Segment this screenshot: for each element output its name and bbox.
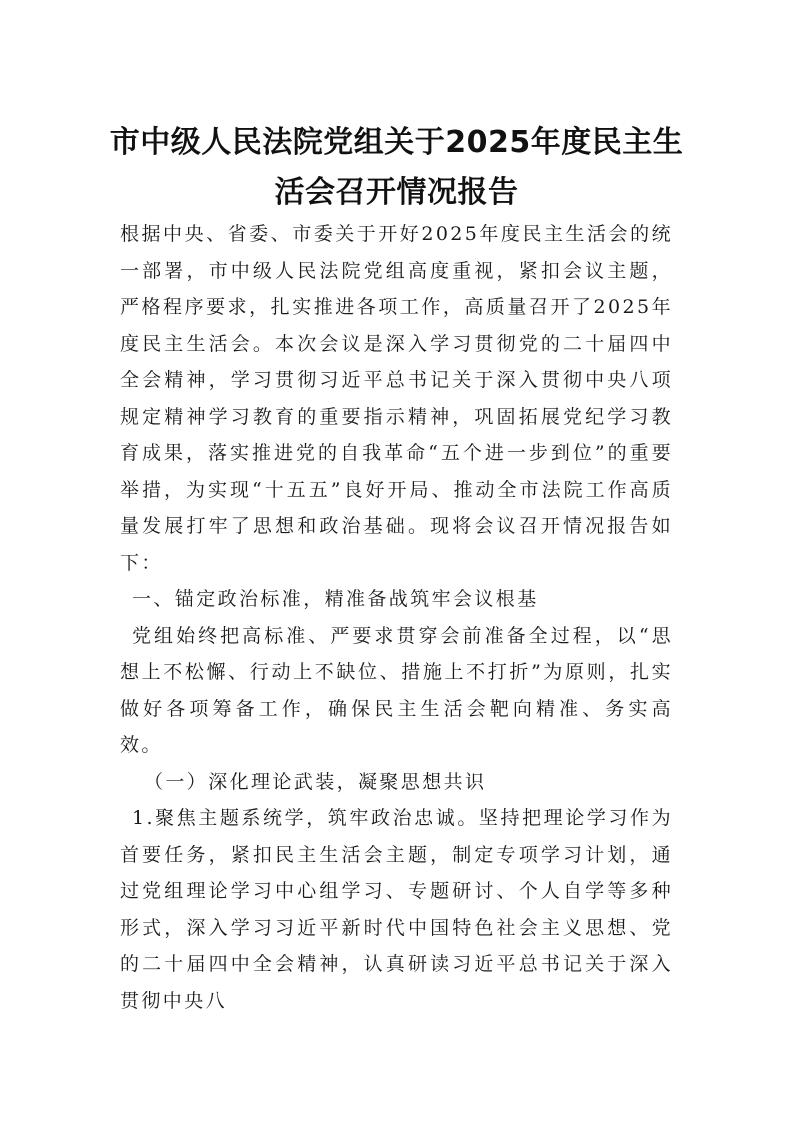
section-heading-1: 一、锚定政治标准，精准备战筑牢会议根基 [132, 588, 539, 610]
section-1-paragraph: 党组始终把高标准、严要求贯穿会前准备全过程，以“思想上不松懈、行动上不缺位、措施上不打折”为原则，扎实做好各项筹备工作，确保民主生活会靶向精准、务实高效。 [120, 624, 673, 756]
intro-paragraph: 根据中央、省委、市委关于开好2025年度民主生活会的统一部署，市中级人民法院党组高度重视，紧扣会议主题，严格程序要求，扎实推进各项工作，高质量召开了2025年度民主生活会。本次会议是深入学习贯彻党的二十届四中全会精神，学习贯彻习近平总书记关于深入贯彻中央八项规定精神学习教育的重要指示精神，巩固拓展党纪学习教育成果，落实推进党的自我革命“五个进一步到位”的重要举措，为实现“十五五”良好开局、推动全市法院工作高质量发展打牢了思想和政治基础。现将会议召开情况报告如下： [120, 223, 673, 574]
document-body [120, 216, 673, 1019]
title-line-1: 市中级人民法院党组关于2025年度民主生 [109, 125, 684, 160]
subsection-1-paragraph: 1.聚焦主题系统学，筑牢政治忠诚。坚持把理论学习作为首要任务，紧扣民主生活会主题，制定专项学习计划，通过党组理论学习中心组学习、专题研讨、个人自学等多种形式，深入学习习近平新时代中国特色社会主义思想、党的二十届四中全会精神，认真研读习近平总书记关于深入贯彻中央八 [120, 807, 673, 1012]
title-line-2: 活会召开情况报告 [274, 175, 519, 210]
subsection-heading-1: （一）深化理论武装，凝聚思想共识 [144, 770, 487, 793]
document-title [100, 118, 693, 218]
